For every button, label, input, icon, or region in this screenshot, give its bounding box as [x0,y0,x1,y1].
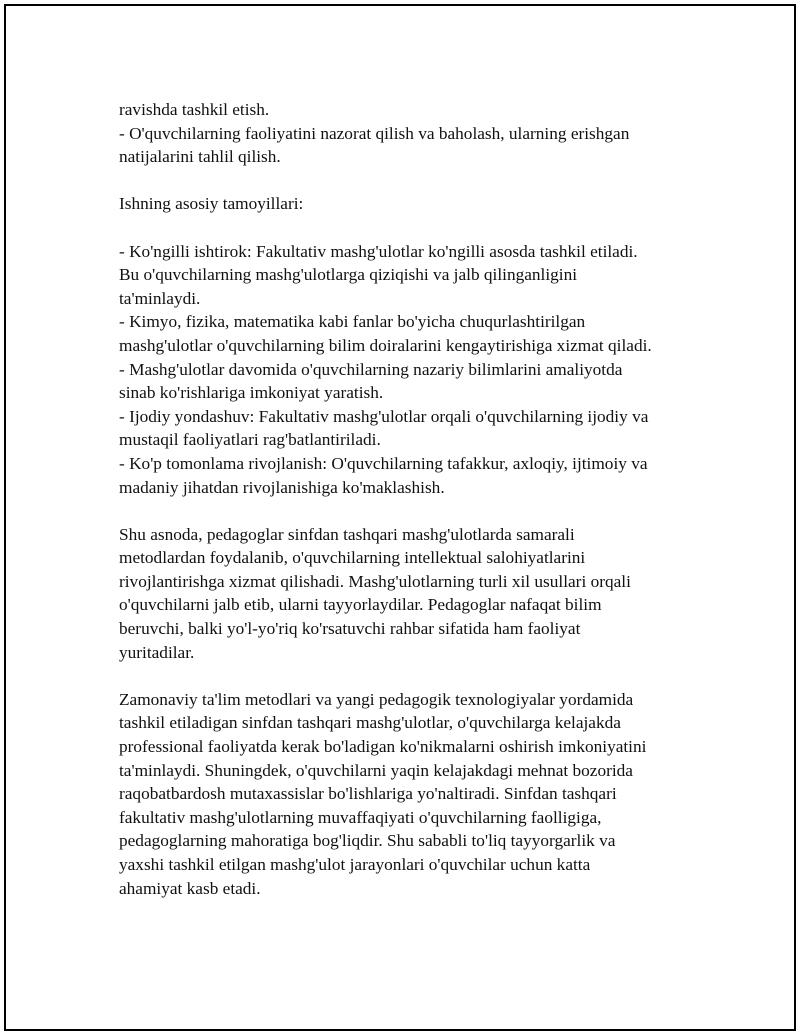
section-heading: Ishning asosiy tamoyillari: [119,194,304,214]
text-line: sinab ko'rishlariga imkoniyat yaratish. [119,383,384,403]
text-line: yuritadilar. [119,642,195,662]
paragraph-gap [119,499,709,523]
text-line: Zamonaviy ta'lim metodlari va yangi pedagogik texnologiyalar yordamida [119,689,634,709]
text-line: rivojlantirishga xizmat qilishadi. Mashg'ulotlarning turli xil usullari orqali [119,571,631,591]
text-line: - Mashg'ulotlar davomida o'quvchilarning nazariy bilimlarini amaliyotda [119,359,623,379]
page-frame [4,4,796,1031]
text-line: beruvchi, balki yo'l-yo'riq ko'rsatuvchi rahbar sifatida ham faoliyat [119,619,581,639]
text-line: ravishda tashkil etish. [119,100,270,119]
text-line: ta'minlaydi. [119,288,201,308]
text-line: - O'quvchilarning faoliyatini nazorat qilish va baholash, ularning erishgan [119,123,630,143]
text-line: - Ko'ngilli ishtirok: Fakultativ mashg'ulotlar ko'ngilli asosda tashkil etiladi. [119,241,638,261]
text-line: mashg'ulotlar o'quvchilarning bilim doiralarini kengaytirishiga xizmat qiladi. [119,335,652,355]
text-line: pedagoglarning mahoratiga bog'liqdir. Shu sababli to'liq tayyorgarlik va [119,831,616,851]
text-line: raqobatbardosh mutaxassislar bo'lishlariga yo'naltiradi. Sinfdan tashqari [119,784,617,804]
text-line: fakultativ mashg'ulotlarning muvaffaqiyati o'quvchilarning faolligiga, [119,807,602,827]
paragraph-gap [119,216,709,240]
text-line: - Ko'p tomonlama rivojlanish: O'quvchilarning tafakkur, axloqiy, ijtimoiy va [119,453,648,473]
document-body [119,98,709,900]
paragraph-gap [119,664,709,688]
text-line: Shu asnoda, pedagoglar sinfdan tashqari mashg'ulotlarda samarali [119,524,575,544]
text-line: ta'minlaydi. Shuningdek, o'quvchilarni yaqin kelajakdagi mehnat bozorida [119,760,633,780]
text-line: ahamiyat kasb etadi. [119,878,261,898]
text-line: yaxshi tashkil etilgan mashg'ulot jarayonlari o'quvchilar uchun katta [119,855,591,874]
text-line: - Ijodiy yondashuv: Fakultativ mashg'ulotlar orqali o'quvchilarning ijodiy va [119,406,649,426]
text-line: madaniy jihatdan rivojlanishiga ko'maklashish. [119,477,445,497]
text-line: professional faoliyatda kerak bo'ladigan ko'nikmalarni oshirish imkoniyatini [119,737,647,757]
text-line: - Kimyo, fizika, matematika kabi fanlar bo'yicha chuqurlashtirilgan [119,312,586,332]
text-line: o'quvchilarni jalb etib, ularni tayyorlaydilar. Pedagoglar nafaqat bilim [119,595,602,615]
text-line: mustaqil faoliyatlari rag'batlantiriladi. [119,430,381,450]
text-line: tashkil etiladigan sinfdan tashqari mashg'ulotlar, o'quvchilarga kelajakda [119,713,621,733]
paragraph-gap [119,169,709,193]
text-line: Bu o'quvchilarning mashg'ulotlarga qiziqishi va jalb qilinganligini [119,265,578,285]
text-line: metodlardan foydalanib, o'quvchilarning intellektual salohiyatlarini [119,548,586,568]
text-line: natijalarini tahlil qilish. [119,147,281,167]
